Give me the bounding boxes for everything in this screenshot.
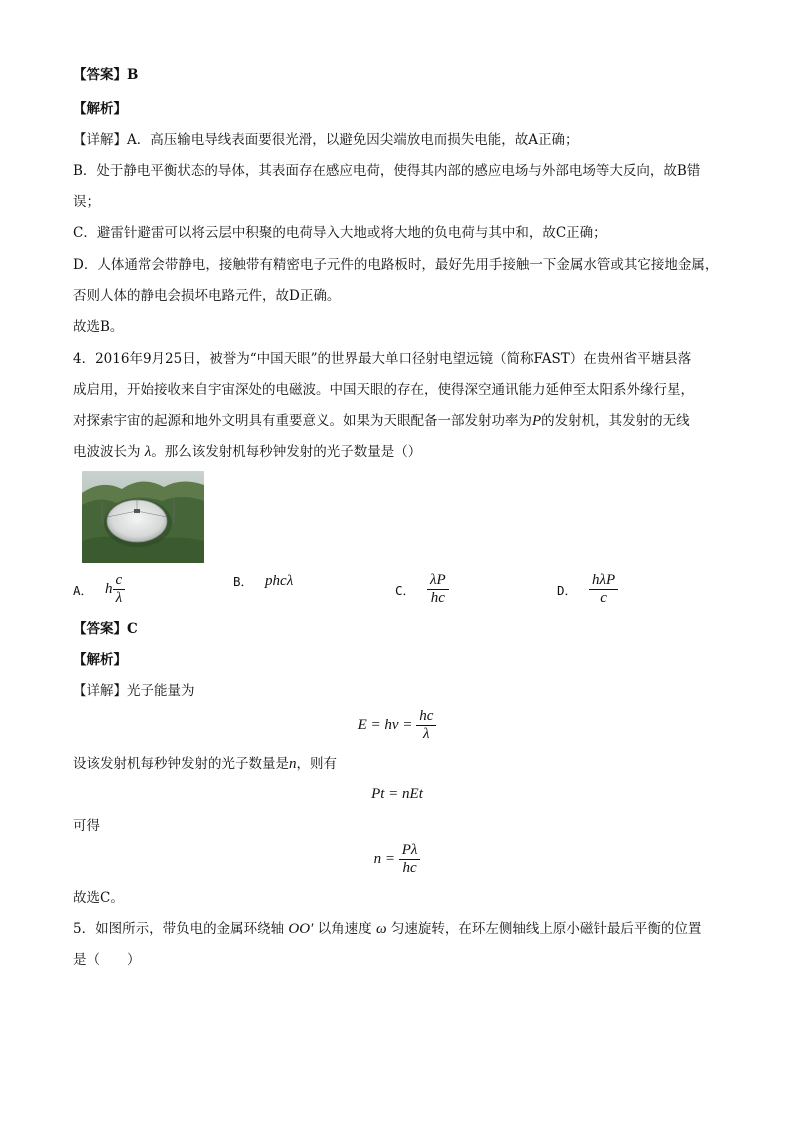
q4-answer: 【答案】C	[73, 621, 138, 637]
photon-count-variable: n	[289, 756, 297, 772]
eq3-denominator: hc	[402, 860, 417, 876]
q4-option-a[interactable]	[73, 572, 125, 607]
eq3-numerator: Pλ	[399, 842, 421, 860]
q3-answer: 【答案】B	[73, 67, 139, 83]
equation-energy-balance: Pt = nEt	[371, 786, 423, 802]
q3-detail-b-cont: 误；	[73, 194, 100, 210]
q4-stem-line4-text-a: 电波波长为	[73, 444, 141, 460]
q4-stem-line2: 成启用，开始接收来自宇宙深处的电磁波。中国天眼的存在，使得深空通讯能力延伸至太阳系外缘行星，	[73, 382, 694, 398]
option-d-label: D．	[557, 582, 578, 598]
q4-stem-line4-text-b: 。那么该发射机每秒钟发射的光子数量是（）	[151, 444, 422, 460]
equation-photon-count-fraction	[399, 842, 421, 877]
option-b-expression: phcλ	[265, 572, 294, 589]
option-a-numerator: c	[113, 572, 126, 590]
equation-photon-count	[0, 842, 794, 877]
option-c-fraction	[427, 572, 449, 607]
option-c-denominator: hc	[430, 590, 445, 606]
q3-detail-d: D．人体通常会带静电，接触带有精密电子元件的电路板时，最好先用手接触一下金属水管或其它接地金属，	[73, 257, 719, 273]
q4-option-c[interactable]	[395, 572, 449, 607]
q3-detail-d-cont: 否则人体的静电会损坏电路元件，故D正确。	[73, 288, 341, 304]
q5-stem-line2: 是（ ）	[73, 952, 141, 968]
equation-photon-energy	[0, 708, 794, 743]
fast-telescope-photo	[82, 471, 204, 563]
q4-stem-line3	[73, 412, 690, 430]
equation-photon-energy-left: E = hν =	[357, 716, 413, 733]
option-a-label: A．	[73, 582, 94, 598]
eq1-denominator: λ	[423, 726, 430, 742]
q3-detail-a: 【详解】A．高压输电导线表面要很光滑，以避免因尖端放电而损失电能，故A正确；	[73, 132, 579, 148]
equation-photon-energy-fraction	[416, 708, 436, 743]
q4-detail-intro: 【详解】光子能量为	[73, 683, 195, 699]
equation-photon-count-left: n =	[373, 850, 395, 867]
option-a-denominator: λ	[115, 590, 123, 606]
option-a-expression	[105, 572, 125, 607]
option-c-numerator: λP	[427, 572, 449, 590]
option-a-fraction	[113, 572, 126, 607]
q4-can-get: 可得	[73, 818, 100, 834]
q4-stem-line3-text-b: 的发射机，其发射的无线	[541, 413, 690, 429]
option-d-denominator: c	[600, 590, 607, 606]
eq1-numerator: hc	[416, 708, 436, 726]
q4-stem-line3-text-a: 对探索宇宙的起源和地外文明具有重要意义。如果为天眼配备一部发射功率为	[73, 413, 532, 429]
option-d-fraction	[589, 572, 618, 607]
q4-stem-line1: 4．2016年9月25日，被誉为“中国天眼”的世界最大单口径射电望远镜（简称FAST）在贵州省平塘县落	[73, 351, 692, 367]
q4-conclusion: 故选C。	[73, 890, 124, 906]
q3-detail-c: C．避雷针避雷可以将云层中积聚的电荷导入大地或将大地的负电荷与其中和，故C正确；	[73, 225, 607, 241]
q5-text-b: 以角速度	[317, 921, 372, 937]
q4-option-d[interactable]	[557, 572, 618, 607]
q4-power-variable: P	[532, 413, 542, 429]
q5-text-c: 匀速旋转，在环左侧轴线上原小磁针最后平衡的位置	[390, 921, 702, 937]
q5-omega-variable: ω	[375, 921, 387, 937]
option-b-label: B．	[233, 574, 254, 589]
q3-analysis-heading: 【解析】	[73, 101, 127, 117]
q5-stem-line1	[73, 920, 701, 938]
q4-wavelength-variable: λ	[144, 444, 152, 460]
q4-analysis-heading: 【解析】	[73, 652, 127, 668]
photon-count-text-a: 设该发射机每秒钟发射的光子数量是	[73, 756, 289, 772]
q4-stem-line4	[73, 443, 421, 461]
q3-conclusion: 故选B。	[73, 319, 124, 335]
q5-axis-variable: OO′	[288, 921, 314, 937]
option-d-numerator: hλP	[589, 572, 618, 590]
q4-photon-count-text	[73, 755, 337, 773]
photon-count-text-b: ，则有	[296, 756, 337, 772]
option-c-label: C．	[395, 582, 416, 598]
q3-detail-b: B．处于静电平衡状态的导体，其表面存在感应电荷，使得其内部的感应电场与外部电场等大反向，故B错	[73, 163, 701, 179]
q5-text-a: 5．如图所示，带负电的金属环绕轴	[73, 921, 285, 937]
q4-option-b[interactable]	[233, 572, 293, 590]
option-a-coefficient: h	[105, 580, 113, 597]
